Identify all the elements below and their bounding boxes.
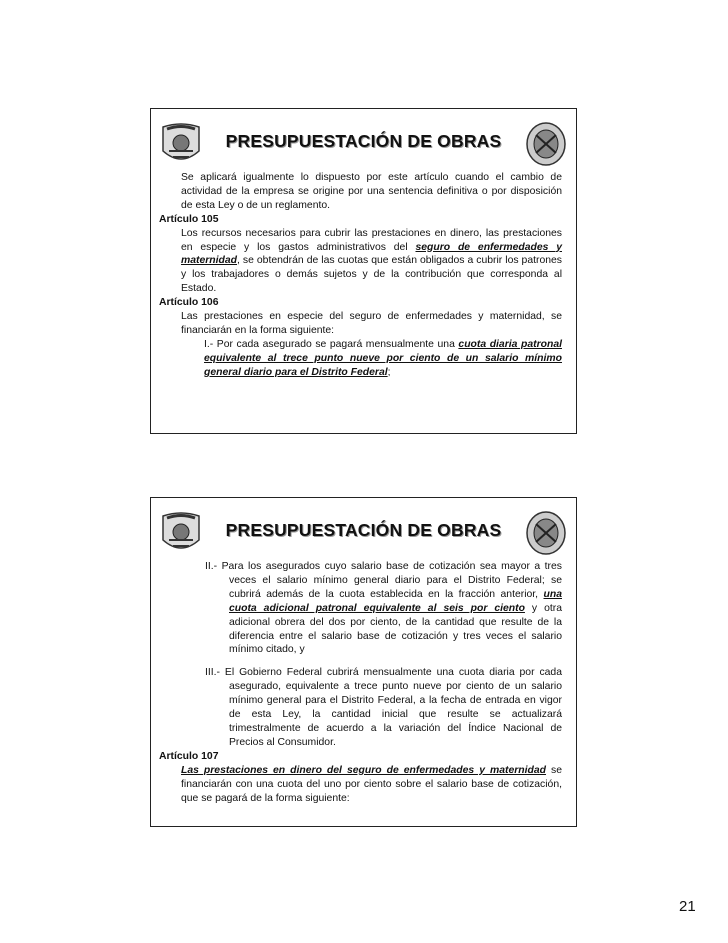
text-run: , se obtendrán de las cuotas que están obligados a cubrir los patrones y los trabajadores o demás sujetos y de la contribución que corresponda al Estado. — [181, 255, 562, 295]
text-run: I.- Por cada asegurado se pagará mensualmente una — [204, 338, 459, 350]
emphasized-text: Las prestaciones en dinero del seguro de enfermedades y maternidad — [181, 764, 547, 776]
slide-1 — [150, 108, 577, 434]
text-run: II.- Para los asegurados cuyo salario base de cotización sea mayor a tres veces el salario mínimo general diario para el Distrito Federal; se cubrirá además de la cuota establecida en la fracción anterior, — [205, 561, 562, 600]
paragraph — [151, 764, 576, 806]
faculty-emblem-icon — [524, 121, 568, 167]
article-heading: Artículo 107 — [159, 750, 219, 762]
paragraph: Las prestaciones en especie del seguro de enfermedades y maternidad, se financiarán en la forma siguiente: — [181, 311, 562, 336]
article-heading: Artículo 105 — [159, 213, 219, 225]
slide-header — [151, 498, 576, 560]
emphasized-text: una cuota adicional patronal equivalente al seis por ciento — [229, 588, 562, 614]
paragraph — [151, 227, 576, 297]
slide-header — [151, 109, 576, 171]
paragraph: Se aplicará igualmente lo dispuesto por este artículo cuando el cambio de actividad de la empresa se origine por una sentencia definitiva o por disposición de esta Ley o de un reglamento. — [181, 172, 562, 211]
text-run: Los recursos necesarios para cubrir las prestaciones en dinero, las prestaciones en especie y los gastos administrativos del — [181, 227, 562, 253]
page-number: 21 — [679, 898, 696, 915]
text-run: ; — [387, 366, 391, 378]
spacer — [151, 657, 576, 666]
slide-title: PRESUPUESTACIÓN DE OBRAS — [225, 520, 502, 540]
faculty-emblem-icon — [524, 510, 568, 556]
slide-2 — [150, 497, 577, 827]
list-item: III.- El Gobierno Federal cubrirá mensualmente una cuota diaria por cada asegurado, equivalente a trece punto nueve por ciento de un salario mínimo general para el Distrito Federal, a la fecha de entrada en vigor de esta Ley, la cantidad inicial que resulte se actualizará trimestralmente de acuerdo a la variación del Índice Nacional de Precios al Consumidor. — [205, 667, 562, 748]
list-item — [151, 338, 576, 380]
text-run: se financiarán con una cuota del uno por ciento sobre el salario base de cotización, que se pagará de la forma siguiente: — [181, 764, 563, 804]
slide-body — [151, 560, 576, 805]
emphasized-text: seguro de enfermedades y maternidad — [181, 241, 562, 267]
slide-title: PRESUPUESTACIÓN DE OBRAS — [225, 131, 502, 151]
list-item — [151, 560, 576, 657]
article-heading: Artículo 106 — [159, 297, 219, 309]
text-run: y otra adicional obrera del dos por ciento, de la cantidad que resulte de la diferencia entre el salario base de cotización y tres veces el salario mínimo citado, y — [229, 602, 563, 656]
slide-body — [151, 171, 576, 380]
emphasized-text: cuota diaria patronal equivalente al trece punto nueve por ciento de un salario mínimo general diario para el Distrito Federal — [204, 338, 562, 378]
